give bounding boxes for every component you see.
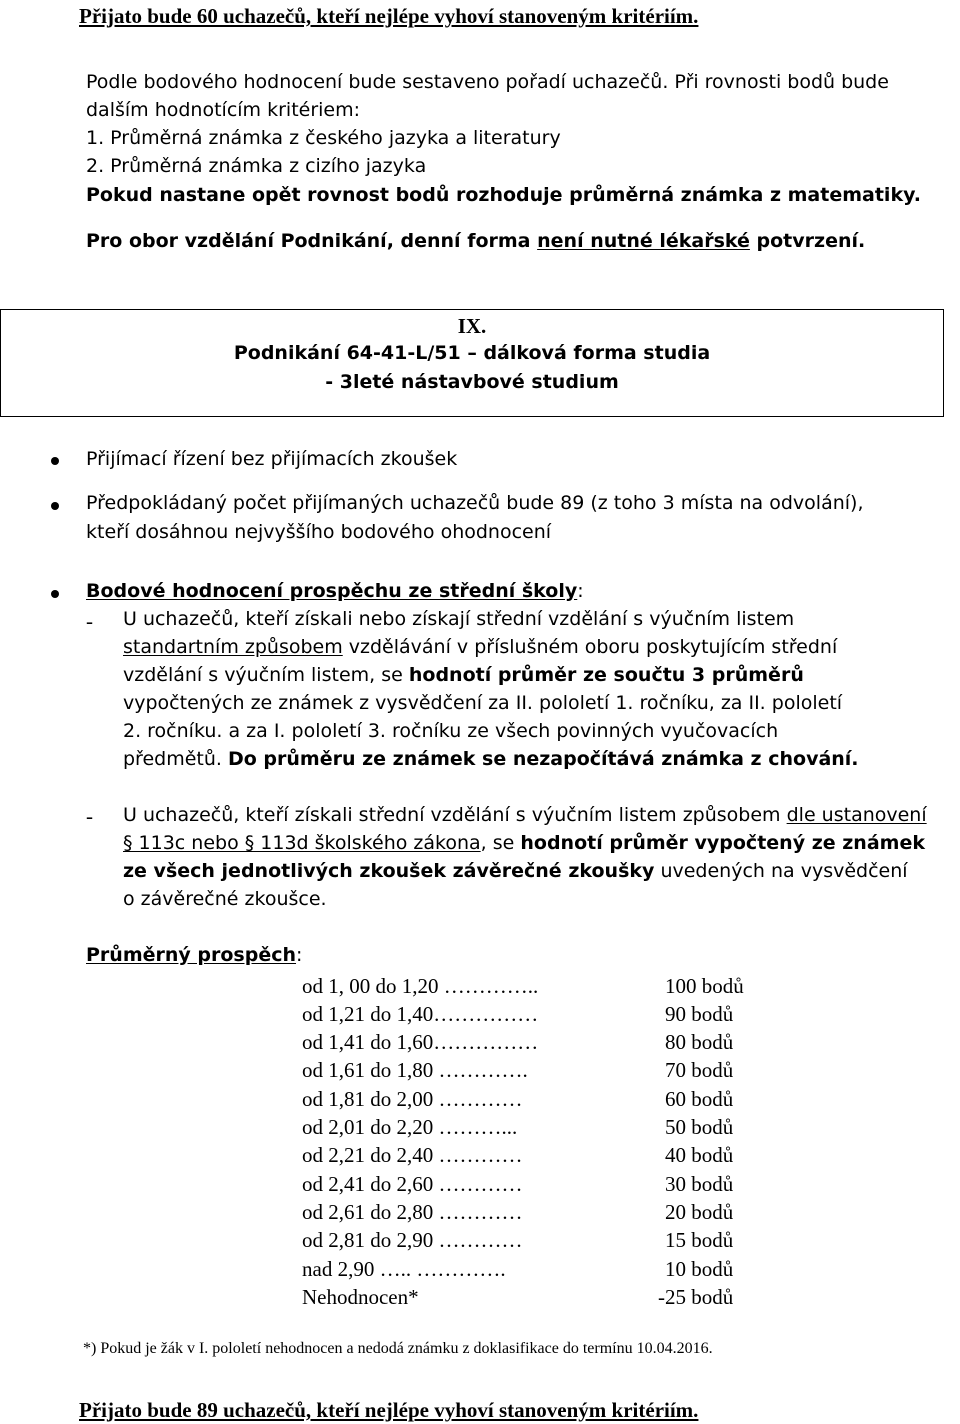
bullet-icon [51,502,59,510]
table-range: od 2,01 do 2,20 ………... [302,1115,518,1139]
criterion-1: 1. Průměrná známka z českého jazyka a literatury [86,127,561,149]
table-range: od 2,21 do 2,40 ………… [302,1143,523,1167]
rule1-line-3 [123,666,804,685]
section-subtitle: - 3leté nástavbové studium [325,371,619,393]
bottom-heading: Přijato bude 89 uchazečů, kteří nejlépe vyhoví stanoveným kritériím. [79,1398,699,1422]
medical-note-post: potvrzení. [749,230,866,252]
table-range: od 1,81 do 2,00 ………… [302,1087,523,1111]
criterion-2: 2. Průměrná známka z cizího jazyka [86,155,427,177]
grading-heading-colon: : [577,580,584,602]
rule2-line-4: o závěrečné zkoušce. [123,888,327,910]
rule1-line-5: 2. ročníku. a za I. pololetí 3. ročníku ze všech povinných vyučovacích [123,720,779,742]
table-range: Nehodnocen* [302,1285,419,1309]
intro-line-2: dalším hodnotícím kritériem: [86,99,361,121]
rule1-line-2-underlined: standartním způsobem [123,636,343,658]
table-range: od 1,41 do 1,60…………… [302,1030,539,1054]
rule2-line-1-pre: U uchazečů, kteří získali střední vzdělání s výučním listem způsobem [123,804,787,826]
table-range: od 1,61 do 1,80 …………. [302,1058,528,1082]
rule2-line-2-bold: hodnotí průměr vypočtený ze známek [520,832,925,854]
rule2-line-1 [123,806,927,825]
rule1-dash: - [86,609,93,633]
table-points: 15 bodů [665,1228,734,1252]
table-heading [86,946,302,965]
table-range: od 1, 00 do 1,20 ………….. [302,974,539,998]
rule2-line-3-bold: ze všech jednotlivých zkoušek závěrečné zkoušky [123,860,655,882]
rule2-line-3 [123,862,908,881]
table-points: 70 bodů [665,1058,734,1082]
table-points: 100 bodů [665,974,744,998]
medical-note-underlined: není nutné lékařské [537,230,750,252]
rule1-line-3-pre: vzdělání s výučním listem, se [123,664,409,686]
table-range: od 2,41 do 2,60 ………… [302,1172,523,1196]
table-points: 10 bodů [665,1257,734,1281]
rule1-line-6 [123,750,859,769]
table-range: nad 2,90 ….. …………. [302,1257,506,1281]
bullet-no-exams: Přijímací řízení bez přijímacích zkoušek [86,448,458,470]
table-heading-text: Průměrný prospěch [86,944,297,966]
table-points: 30 bodů [665,1172,734,1196]
table-points: 60 bodů [665,1087,734,1111]
table-points: -25 bodů [658,1285,734,1309]
table-range: od 2,61 do 2,80 ………… [302,1200,523,1224]
rule1-line-4: vypočtených ze známek z vysvědčení za II. pololetí 1. ročníku, za II. pololetí [123,692,843,714]
table-points: 50 bodů [665,1115,734,1139]
medical-note [86,232,865,251]
table-points: 90 bodů [665,1002,734,1026]
medical-note-pre: Pro obor vzdělání Podnikání, denní forma [86,230,538,252]
tie-rule: Pokud nastane opět rovnost bodů rozhoduje průměrná známka z matematiky. [86,184,921,206]
table-points: 40 bodů [665,1143,734,1167]
footnote: *) Pokud je žák v I. pololetí nehodnocen a nedodá známku z doklasifikace do termínu 10.04.2016. [83,1340,713,1357]
top-heading: Přijato bude 60 uchazečů, kteří nejlépe vyhoví stanoveným kritériím. [79,4,699,28]
bullet-count-line-2: kteří dosáhnou nejvyššího bodového ohodnocení [86,521,552,543]
rule1-line-6-pre: předmětů. [123,748,228,770]
rule2-line-2-underlined: § 113c nebo § 113d školského zákona [123,832,481,854]
rule2-line-2 [123,834,925,853]
rule1-line-2 [123,638,837,657]
section-title: Podnikání 64-41-L/51 – dálková forma studia [233,342,711,364]
rule1-line-6-bold: Do průměru ze známek se nezapočítává známka z chování. [227,748,859,770]
table-range: od 2,81 do 2,90 ………… [302,1228,523,1252]
table-heading-colon: : [296,944,303,966]
bullet-icon [51,457,59,465]
bullet-icon [51,590,59,598]
table-range: od 1,21 do 1,40…………… [302,1002,539,1026]
grading-heading [86,582,584,601]
rule1-line-3-bold: hodnotí průměr ze součtu 3 průměrů [408,664,804,686]
rule2-dash: - [86,804,93,828]
rule1-line-2-rest: vzdělávání v příslušném oboru poskytujícím střední [342,636,838,658]
rule1-line-1: U uchazečů, kteří získali nebo získají střední vzdělání s výučním listem [123,608,795,630]
rule2-line-3-rest: uvedených na vysvědčení [654,860,908,882]
table-points: 80 bodů [665,1030,734,1054]
bullet-count-line-1: Předpokládaný počet přijímaných uchazečů bude 89 (z toho 3 místa na odvolání), [86,492,864,514]
intro-line-1: Podle bodového hodnocení bude sestaveno pořadí uchazečů. Při rovnosti bodů bude [86,71,889,93]
table-points: 20 bodů [665,1200,734,1224]
rule2-line-1-underlined: dle ustanovení [786,804,927,826]
rule2-line-2-mid: , se [480,832,521,854]
section-number: IX. [457,314,487,338]
grading-heading-text: Bodové hodnocení prospěchu ze střední školy [86,580,578,602]
